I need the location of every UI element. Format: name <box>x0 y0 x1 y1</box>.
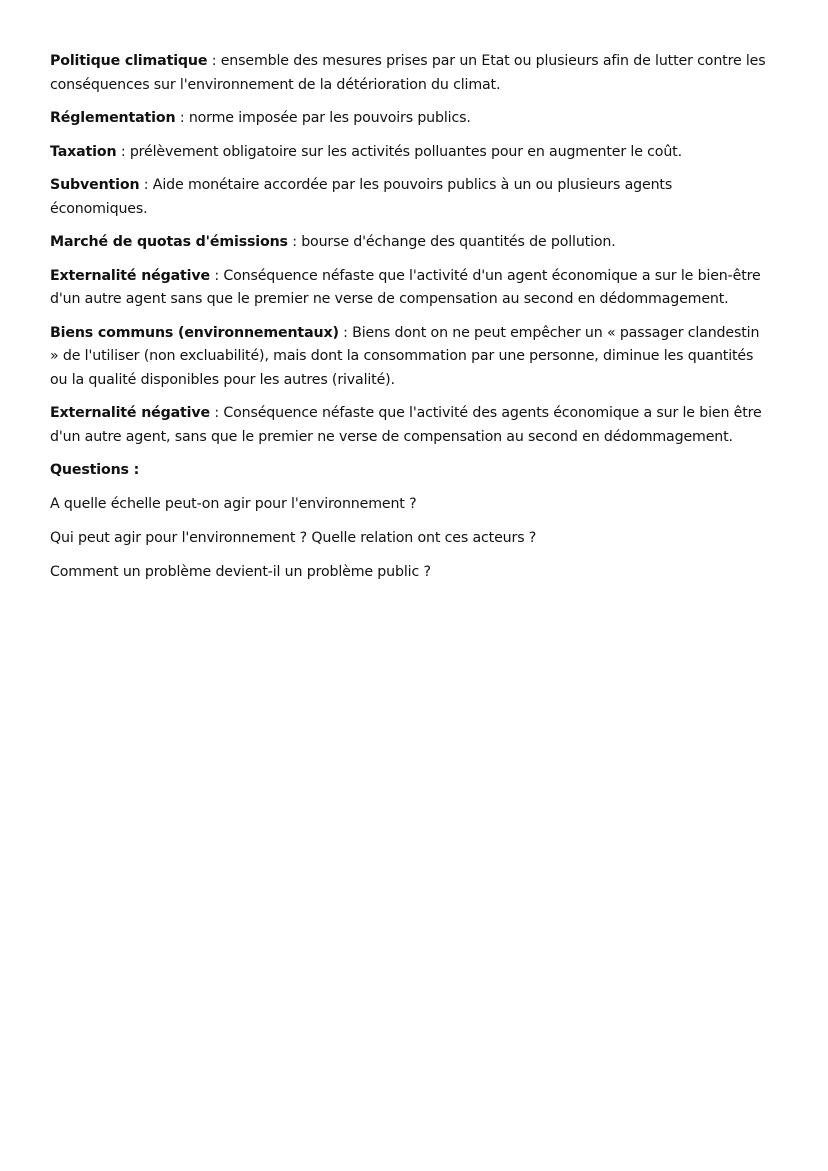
definition-separator: : <box>139 177 153 193</box>
definition-separator: : <box>287 234 302 250</box>
definition-text: Conséquence néfaste que l'activité des agents économique a sur le bien être d'un autre agent, sans que le premier ne verse de compensation au second en dédommagement. <box>50 405 762 445</box>
question-item: Qui peut agir pour l'environnement ? Quelle relation ont ces acteurs ? <box>50 530 537 546</box>
definition-separator: : <box>209 267 224 284</box>
definition-term: Taxation <box>50 143 117 160</box>
definition-term: Biens communs (environnementaux) <box>50 324 339 341</box>
definition-text: Biens dont on ne peut empêcher un « passager clandestin » de l'utiliser (non excluabilité), mais dont la consommation par une personne, diminue les quantités ou la qualité disponibles pour les autres (rivalité). <box>50 324 760 388</box>
definition-text: bourse d'échange des quantités de pollution. <box>301 234 616 250</box>
definition-term: Réglementation <box>50 110 176 126</box>
definition-entry <box>50 107 766 131</box>
definition-entry <box>50 141 766 165</box>
definition-separator: : <box>116 143 130 160</box>
definition-term: Externalité négative <box>50 267 210 284</box>
question-item: Comment un problème devient-il un problème public ? <box>50 564 431 580</box>
definition-term: Marché de quotas d'émissions <box>50 234 288 250</box>
document-page <box>50 50 766 595</box>
definition-entry <box>50 322 766 393</box>
definition-text: Aide monétaire accordée par les pouvoirs publics à un ou plusieurs agents économiques. <box>50 177 673 217</box>
definition-separator: : <box>209 405 224 421</box>
question-item: A quelle échelle peut-on agir pour l'environnement ? <box>50 496 417 512</box>
definition-term: Subvention <box>50 177 140 193</box>
definition-entry <box>50 265 766 312</box>
definition-term: Externalité négative <box>50 405 210 421</box>
definition-text: prélèvement obligatoire sur les activités polluantes pour en augmenter le coût. <box>129 143 682 160</box>
definition-text: ensemble des mesures prises par un Etat ou plusieurs afin de lutter contre les conséquences sur l'environnement de la détérioration du climat. <box>50 53 766 93</box>
definition-separator: : <box>175 110 189 126</box>
definition-entry <box>50 402 766 449</box>
definition-text: Conséquence néfaste que l'activité d'un agent économique a sur le bien-être d'un autre agent sans que le premier ne verse de compensation au second en dédommagement. <box>50 267 761 307</box>
definition-entry <box>50 174 766 221</box>
definition-text: norme imposée par les pouvoirs publics. <box>188 110 471 126</box>
definition-separator: : <box>338 324 353 341</box>
definition-entry <box>50 231 766 255</box>
definition-term: Politique climatique <box>50 53 208 69</box>
definition-entry <box>50 50 766 97</box>
definition-separator: : <box>207 53 221 69</box>
questions-heading: Questions : <box>50 462 140 478</box>
